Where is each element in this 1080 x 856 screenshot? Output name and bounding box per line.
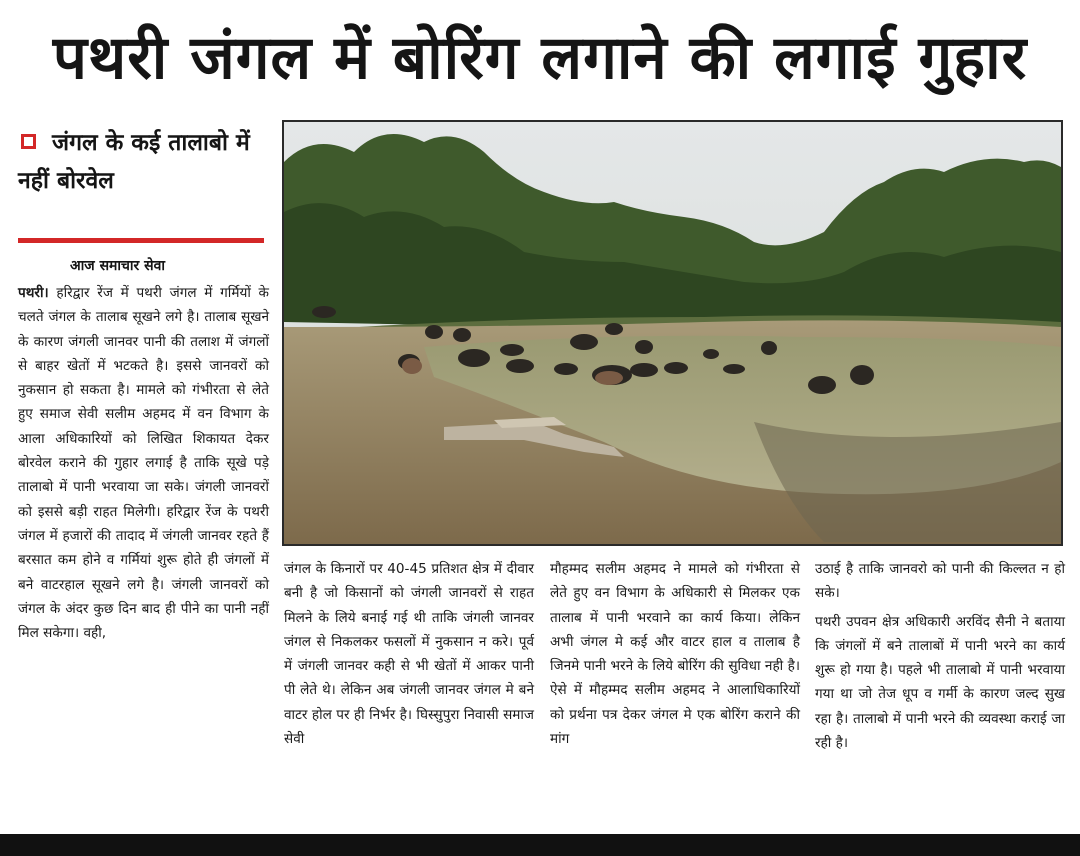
article-column-1: [18, 281, 269, 645]
article-column-3: [550, 557, 800, 751]
red-divider: [18, 238, 264, 243]
checkbox-bullet-icon: [21, 134, 36, 149]
headline: पथरी जंगल में बोरिंग लगाने की लगाई गुहार: [52, 23, 1028, 93]
article-column-2: [284, 557, 534, 751]
article-column-4: [815, 557, 1065, 755]
bottom-bar: [0, 834, 1080, 856]
byline: आज समाचार सेवा: [70, 258, 166, 274]
subheading: [18, 124, 266, 200]
column-4-paragraph-1: उठाई है ताकि जानवरो को पानी की किल्लत न हो सके।: [815, 561, 1065, 602]
dateline: पथरी।: [18, 285, 49, 301]
subheading-text: जंगल के कई तालाबो में नहीं बोरवेल: [18, 130, 250, 194]
column-3-text: मौहम्मद सलीम अहमद ने मामले को गंभीरता से लेते हुए वन विभाग के अधिकारी से मिलकर एक तालाब में पानी भरवाने का कार्य किया। लेकिन अभी जंगल मे कई और वाटर हाल व तालाब है जिनमे पानी भरने के लिये बोरिंग की सुविधा नही है। ऐसे में मौहम्मद सलीम अहमद ने आलाधिकारियों को प्रर्थना पत्र देकर जंगल मे एक बोरिंग कराने की मांग: [550, 561, 800, 748]
news-photo: [282, 120, 1063, 546]
pond-buffalo-photo: [284, 122, 1061, 544]
column-2-text: जंगल के किनारों पर 40-45 प्रतिशत क्षेत्र में दीवार बनी है जो किसानों को जंगली जानवरों से राहत मिलने के लिये बनाई गई थी ताकि जंगली जानवर जंगल से निकलकर फसलों में नुकसान न करे। पूर्व में जंगली जानवर कही से भी खेतों में आकर पानी पी लेते थे। लेकिन अब जंगली जानवर जंगल मे बने वाटर होल पर ही निर्भर है। घिस्सुपुरा निवासी समाज सेवी: [284, 561, 534, 748]
column-1-text: हरिद्वार रेंज में पथरी जंगल में गर्मियों के चलते जंगल के तालाब सूखने लगे है। तालाब सूखने के कारण जंगली जानवर पानी की तलाश में जंगलों से बाहर खेतों में भटकते है। इससे जानवरों को नुकसान हो सकता है। मामले को गंभीरता से लेते हुए समाज सेवी सलीम अहमद में वन विभाग के आला अधिकारियों को लिखित शिकायत देकर बोरवेल कराने की गुहार लगाई है ताकि सूखे पड़े तालाबो में पानी भरवाया जा सके। जंगली जानवरों को इससे बड़ी राहत मिलेगी। हरिद्वार रेंज के पथरी जंगल में हजारों की तादाद में जंगली जानवर रहते हैं बरसात कम होने व गर्मियां शुरू होते ही जंगलों में बने वाटरहाल सूखने लगे है। जंगली जानवरों को जंगल के अंदर कुछ दिन बाद ही पीने का पानी नहीं मिल सकेगा। वही,: [18, 285, 269, 642]
column-4-paragraph-2: पथरी उपवन क्षेत्र अधिकारी अरविंद सैनी ने बताया कि जंगलों में बने तालाबों में पानी भरने का कार्य शुरू हो गया है। पहले भी तालाबो में पानी भरवाया गया था जो तेज धूप व गर्मी के कारण जल्द सुख रहा है। तालाबो में पानी भरने की व्यवस्था कराई जा रही है।: [815, 613, 1065, 752]
